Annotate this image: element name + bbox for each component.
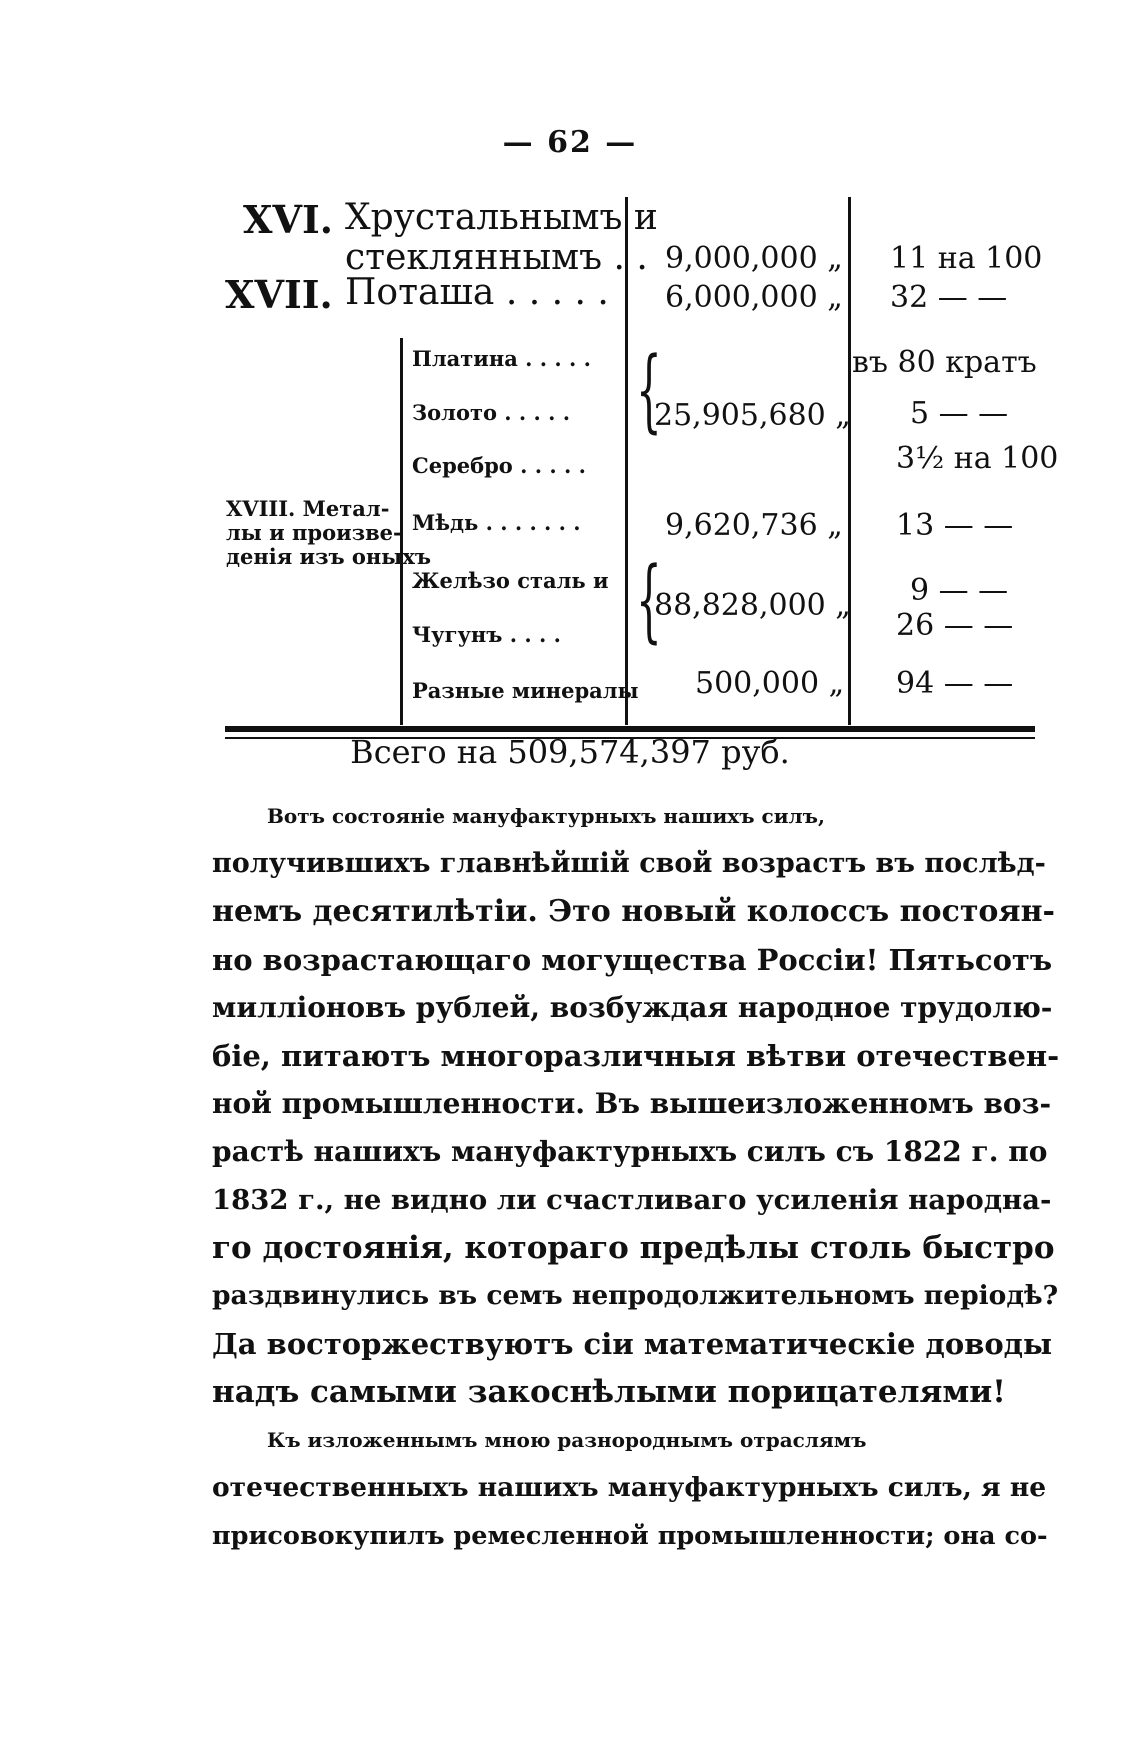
- group-xviii-label-line1: XVIII. Метал-: [226, 496, 390, 521]
- group-item-label: Золото . . . . .: [412, 400, 571, 425]
- text-line: надъ самыми закоснѣлыми порицателями!: [212, 1374, 1006, 1410]
- text-line: Къ изложеннымъ мною разнороднымъ отраслямъ: [267, 1428, 867, 1452]
- group-item-label: Мѣдь . . . . . . .: [412, 510, 581, 535]
- text-line: го достоянія, котораго предѣлы столь быстро: [212, 1230, 1055, 1266]
- amount-minerals: 500,000 „: [695, 666, 845, 701]
- text-line: біе, питаютъ многоразличныя вѣтви отечествен-: [212, 1039, 1060, 1073]
- text-line: Да восторжествуютъ сіи математическіе доводы: [212, 1327, 1053, 1361]
- group-item-rate: 13 — —: [896, 508, 1014, 543]
- brace-iron: {: [636, 548, 662, 653]
- table-total: Всего на 509,574,397 руб.: [350, 733, 790, 771]
- group-item-rate: 5 — —: [910, 396, 1009, 431]
- table-bottom-rule-thick: [225, 726, 1035, 732]
- group-item-label: Чугунъ . . . .: [412, 622, 561, 647]
- text-line: милліоновъ рублей, возбуждая народное трудолю-: [212, 991, 1053, 1024]
- group-item-rate: 9 — —: [910, 573, 1009, 608]
- group-item-label: Разные минералы: [412, 678, 639, 703]
- text-line: немъ десятилѣтіи. Это новый колоссъ постоян-: [212, 894, 1056, 929]
- row-xvii-number: XVII.: [225, 272, 333, 317]
- body-paragraph-2: [212, 1416, 1057, 1560]
- text-line: присовокупилъ ремесленной промышленности; она со-: [212, 1521, 1048, 1551]
- text-line: получившихъ главнѣйшій свой возрастъ въ послѣд-: [212, 848, 1046, 879]
- row-xvi-number: XVI.: [243, 197, 333, 242]
- group-xviii-label-line2: лы и произве-: [226, 520, 402, 545]
- row-xvi-label-line2: стекляннымъ . .: [345, 237, 648, 278]
- group-item-label: Желѣзо сталь и: [412, 568, 609, 593]
- text-line: раздвинулись въ семъ непродолжительномъ періодѣ?: [212, 1280, 1059, 1311]
- group-item-rate: 94 — —: [896, 666, 1014, 701]
- text-line: но возрастающаго могущества Россіи! Пятьсотъ: [212, 943, 1053, 977]
- row-xvi-label-line1: Хрустальнымъ и: [345, 197, 658, 238]
- amount-iron: 88,828,000 „: [654, 588, 851, 623]
- table-column-rule-right: [848, 197, 851, 725]
- group-item-label: Платина . . . . .: [412, 346, 591, 371]
- group-item-rate: 3½ на 100: [896, 441, 1059, 476]
- amount-copper: 9,620,736 „: [665, 508, 843, 543]
- row-xvii-label: Поташа . . . . .: [345, 272, 609, 313]
- row-xvi-rate: 11 на 100: [890, 241, 1043, 276]
- text-line: Вотъ состояніе мануфактурныхъ нашихъ силъ,: [267, 804, 825, 828]
- page-number: — 62 —: [502, 125, 638, 160]
- amount-precious-metals: 25,905,680 „: [654, 398, 851, 433]
- row-xvii-amount: 6,000,000 „: [665, 280, 843, 315]
- body-paragraph-1: [212, 792, 1060, 1416]
- row-xvi-amount: 9,000,000 „: [665, 241, 843, 276]
- text-line: растѣ нашихъ мануфактурныхъ силъ съ 1822 г. по: [212, 1135, 1048, 1168]
- brace-precious-metals: {: [636, 338, 662, 443]
- group-item-rate: 26 — —: [896, 608, 1014, 643]
- text-line: отечественныхъ нашихъ мануфактурныхъ силъ, я не: [212, 1472, 1047, 1503]
- text-line: 1832 г., не видно ли счастливаго усиленія народна-: [212, 1184, 1052, 1216]
- group-item-rate: въ 80 кратъ: [852, 345, 1037, 380]
- text-line: ной промышленности. Въ вышеизложенномъ воз-: [212, 1087, 1052, 1120]
- group-item-label: Серебро . . . . .: [412, 453, 586, 478]
- group-xviii-label-line3: денія изъ оныхъ: [226, 544, 431, 569]
- row-xvii-rate: 32 — —: [890, 280, 1008, 315]
